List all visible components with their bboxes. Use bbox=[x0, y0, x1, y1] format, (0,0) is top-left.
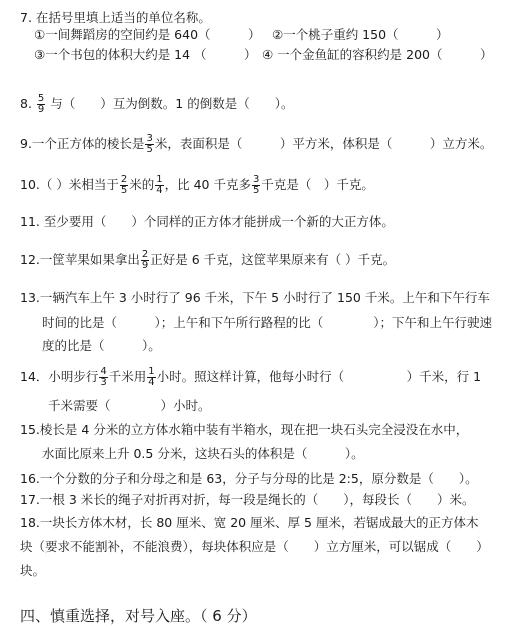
q11: 11. 至少要用（ ）个同样的正方体才能拼成一个新的大正方体。 bbox=[20, 214, 394, 229]
q7-item-d: ④ 一个金鱼缸的容积约是 200（ ） bbox=[262, 47, 493, 62]
q7-item-c: ③一个书包的体积大约是 14 （ ） bbox=[34, 47, 257, 62]
q9: 9.一个正方体的棱长是 $\frac{3}{5}$ 米，表面积是（ ）平方米，体积是（ ）立方米。 bbox=[20, 133, 493, 155]
q13-line-2: 时间的比是（ ）；上午和下午所行路程的比（ ）；下午和上午行驶速 bbox=[42, 315, 493, 330]
q10-fraction-1: $\frac{2}{5}$ bbox=[120, 174, 128, 196]
q14: 14．小明步行 $\frac{4}{3}$ 千米用 $\frac{1}{4}$ 小时。照这样计算，他每小时行（ ）千米，行 1 bbox=[20, 366, 482, 388]
q8 bbox=[20, 94, 293, 115]
q14-fraction-1: $\frac{4}{3}$ bbox=[100, 366, 107, 388]
q8-pre: 8. bbox=[20, 96, 32, 111]
q7-item-a: ①一间舞蹈房的空间约是 640（ ） bbox=[34, 27, 261, 42]
section-4-heading: 四、慎重选择，对号入座。（ 6 分） bbox=[20, 607, 257, 625]
q15-line-2: 水面比原来上升 0.5 分米，这块石头的体积是（ ）。 bbox=[42, 446, 364, 461]
q14-fraction-2: $\frac{1}{4}$ bbox=[148, 366, 155, 388]
q18-line-2: 块（要求不能割补，不能浪费），每块体积应是（ ）立方厘米，可以锯成（ ） bbox=[20, 539, 489, 554]
q7-title: 7. 在括号里填上适当的单位名称。 bbox=[20, 10, 211, 25]
q8-post: 与（ ）互为倒数。1 的倒数是（ ）。 bbox=[50, 96, 294, 111]
q13-line-1: 13.一辆汽车上午 3 小时行了 96 千米，下午 5 小时行了 150 千米。上午和下午行车 bbox=[20, 290, 490, 305]
q10-fraction-2: $\frac{1}{4}$ bbox=[156, 174, 163, 196]
q15-line-1: 15.棱长是 4 分米的立方体水箱中装有半箱水，现在把一块石头完全浸没在水中， bbox=[20, 422, 469, 437]
q17: 17.一根 3 米长的绳子对折再对折，每一段是绳长的（ ），每段长（ ）米。 bbox=[20, 492, 475, 507]
q12-fraction: $\frac{2}{9}$ bbox=[141, 249, 149, 271]
q14-line-2: 千米需要（ ）小时。 bbox=[48, 398, 211, 413]
q18-line-1: 18.一块长方体木材，长 80 厘米、宽 20 厘米、厚 5 厘米，若锯成最大的正方体木 bbox=[20, 515, 479, 530]
q13-line-3: 度的比是（ ）。 bbox=[42, 338, 161, 353]
q16: 16.一个分数的分子和分母之和是 63，分子与分母的比是 2:5，原分数是（ ）。 bbox=[20, 471, 478, 486]
q8-fraction: $\frac{5}{9}$ bbox=[37, 93, 45, 115]
q12: 12.一筐苹果如果拿出 $\frac{2}{9}$ 正好是 6 千克，这筐苹果原来有（ ）千克。 bbox=[20, 249, 396, 271]
q9-fraction: $\frac{3}{5}$ bbox=[146, 133, 153, 155]
q18-line-3: 块。 bbox=[20, 563, 46, 578]
q10-fraction-3: $\frac{3}{5}$ bbox=[252, 174, 260, 196]
q7-item-b: ②一个桃子重约 150（ ） bbox=[272, 27, 449, 42]
q10: 10.（ ）米相当于 $\frac{2}{5}$ 米的 $\frac{1}{4}$ ，比 40 千克多 $\frac{3}{5}$ 千克是（ ）千克。 bbox=[20, 174, 374, 196]
